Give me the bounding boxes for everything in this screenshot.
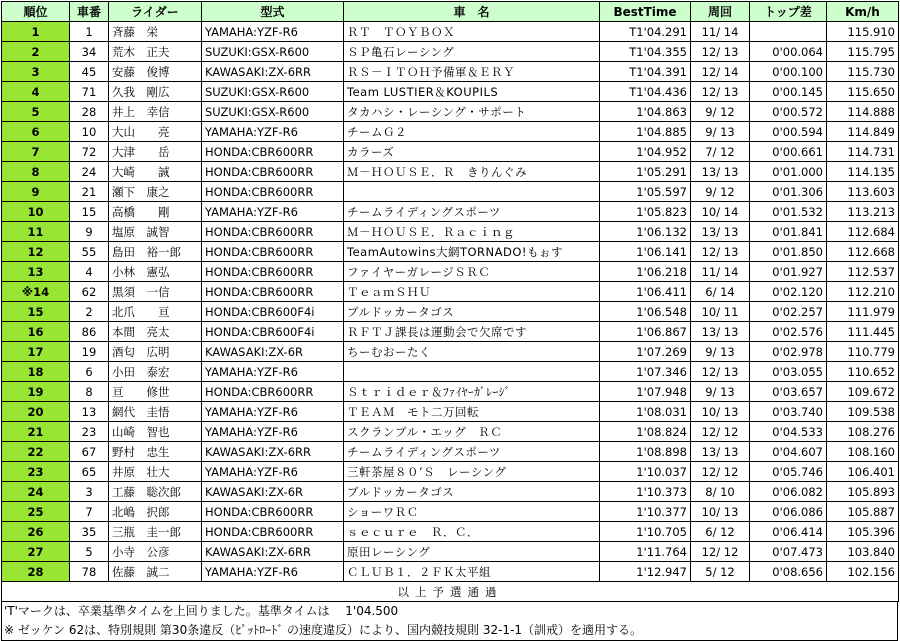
number-cell: 34 [70,42,109,62]
car-name-cell: Team LUSTIER＆KOUPILS [344,82,600,102]
header-number: 車番 [70,2,109,22]
header-laps: 周回 [691,2,750,22]
speed-cell: 109.672 [827,382,899,402]
gap-cell: 0'06.082 [750,482,827,502]
best-time-cell: 1'07.269 [600,342,691,362]
best-time-cell: 1'10.037 [600,462,691,482]
best-time-cell: 1'08.031 [600,402,691,422]
table-row [2,482,899,502]
model-cell: HONDA:CBR600F4i [202,322,344,342]
rider-cell: 高橋 剛 [109,202,202,222]
rank-cell: 12 [2,242,70,262]
table-row [2,382,899,402]
gap-cell: 0'01.000 [750,162,827,182]
car-name-cell: ＳＰ亀石レーシング [344,42,600,62]
car-name-cell: Ｍ－ＨＯＵＳＥ．Ｒ きりんぐみ [344,162,600,182]
laps-cell: 13/ 13 [691,322,750,342]
speed-cell: 105.893 [827,482,899,502]
speed-cell: 111.445 [827,322,899,342]
rank-cell: 20 [2,402,70,422]
rank-cell: 27 [2,542,70,562]
rank-cell: 24 [2,482,70,502]
table-row [2,562,899,582]
rider-cell: 瀬下 康之 [109,182,202,202]
model-cell: HONDA:CBR600RR [202,262,344,282]
car-name-cell: ＴＥＡＭ モト二万回転 [344,402,600,422]
table-row [2,442,899,462]
note-penalty: ※ ゼッケン 62は、特別規則 第30条違反（ﾋﾟｯﾄﾛｰﾄﾞ の速度違反）により、国内競技規則 32-1-1（訓戒）を適用する。 [4,623,643,637]
number-cell: 6 [70,362,109,382]
table-row [2,182,899,202]
car-name-cell: ブルドッカータゴス [344,482,600,502]
gap-cell: 0'01.927 [750,262,827,282]
rider-cell: 野村 忠生 [109,442,202,462]
rank-cell: 11 [2,222,70,242]
header-model: 型式 [202,2,344,22]
speed-cell: 105.396 [827,522,899,542]
car-name-cell: チームライディングスポーツ [344,442,600,462]
table-row [2,342,899,362]
best-time-cell: 1'10.377 [600,502,691,522]
rider-cell: 亘 修世 [109,382,202,402]
gap-cell: 0'03.657 [750,382,827,402]
rank-cell: 13 [2,262,70,282]
best-time-cell: 1'06.141 [600,242,691,262]
laps-cell: 12/ 12 [691,422,750,442]
model-cell: KAWASAKI:ZX-6R [202,342,344,362]
best-time-cell: 1'12.947 [600,562,691,582]
speed-cell: 113.213 [827,202,899,222]
rank-cell: 23 [2,462,70,482]
header-speed: Km/h [827,2,899,22]
number-cell: 2 [70,302,109,322]
number-cell: 5 [70,542,109,562]
model-cell: YAMAHA:YZF-R6 [202,422,344,442]
table-row [2,422,899,442]
rider-cell: 本間 亮太 [109,322,202,342]
laps-cell: 7/ 12 [691,142,750,162]
laps-cell: 9/ 13 [691,342,750,362]
laps-cell: 9/ 13 [691,122,750,142]
model-cell: YAMAHA:YZF-R6 [202,122,344,142]
best-time-cell: 1'08.824 [600,422,691,442]
gap-cell: 0'00.100 [750,62,827,82]
car-name-cell: TeamAutowins大網TORNADO!もぉす [344,242,600,262]
laps-cell: 8/ 10 [691,482,750,502]
car-name-cell: ファイヤーガレージＳＲＣ [344,262,600,282]
header-rider: ライダー [109,2,202,22]
gap-cell: 0'07.473 [750,542,827,562]
rider-cell: 安藤 俊博 [109,62,202,82]
number-cell: 1 [70,22,109,42]
gap-cell: 0'04.533 [750,422,827,442]
laps-cell: 10/ 13 [691,502,750,522]
laps-cell: 13/ 13 [691,162,750,182]
rider-cell: 北爪 亘 [109,302,202,322]
rider-cell: 三瓶 圭一郎 [109,522,202,542]
number-cell: 13 [70,402,109,422]
gap-cell: 0'01.841 [750,222,827,242]
rank-cell: 25 [2,502,70,522]
gap-cell [750,22,827,42]
rank-cell: 5 [2,102,70,122]
table-row [2,322,899,342]
model-cell: KAWASAKI:ZX-6RR [202,442,344,462]
speed-cell: 103.840 [827,542,899,562]
laps-cell: 12/ 13 [691,82,750,102]
header-gap: トップ差 [750,2,827,22]
best-time-cell: 1'05.597 [600,182,691,202]
car-name-cell [344,362,600,382]
laps-cell: 12/ 14 [691,62,750,82]
speed-cell: 112.668 [827,242,899,262]
number-cell: 86 [70,322,109,342]
speed-cell: 114.888 [827,102,899,122]
car-name-cell: ブルドッカータゴス [344,302,600,322]
table-row [2,22,899,42]
speed-cell: 115.795 [827,42,899,62]
best-time-cell: 1'08.898 [600,442,691,462]
rank-cell: 18 [2,362,70,382]
best-time-cell: 1'05.823 [600,202,691,222]
laps-cell: 11/ 14 [691,262,750,282]
number-cell: 71 [70,82,109,102]
best-time-cell: 1'04.885 [600,122,691,142]
speed-cell: 114.135 [827,162,899,182]
laps-cell: 12/ 13 [691,242,750,262]
results-table [1,1,899,602]
table-row [2,542,899,562]
gap-cell: 0'02.120 [750,282,827,302]
car-name-cell: ＲＳ－ＩＴＯＨ予備軍＆ＥＲＹ [344,62,600,82]
laps-cell: 10/ 11 [691,302,750,322]
model-cell: YAMAHA:YZF-R6 [202,362,344,382]
pass-line: 以上予選通過 [2,582,899,602]
best-time-cell: 1'06.132 [600,222,691,242]
rank-cell: 6 [2,122,70,142]
speed-cell: 111.979 [827,302,899,322]
header-car-name: 車 名 [344,2,600,22]
laps-cell: 6/ 14 [691,282,750,302]
car-name-cell: Ｓｔｒｉｄｅｒ＆ﾌｧｲﾔｰｶﾞﾚｰｼﾞ [344,382,600,402]
rider-cell: 島田 裕一郎 [109,242,202,262]
header-row [2,2,899,22]
model-cell: HONDA:CBR600RR [202,282,344,302]
table-row [2,402,899,422]
best-time-cell: 1'10.373 [600,482,691,502]
rider-cell: 酒匂 広明 [109,342,202,362]
header-rank: 順位 [2,2,70,22]
laps-cell: 12/ 12 [691,542,750,562]
car-name-cell: 原田レーシング [344,542,600,562]
table-row [2,242,899,262]
gap-cell: 0'01.306 [750,182,827,202]
model-cell: HONDA:CBR600RR [202,382,344,402]
rider-cell: 小田 泰宏 [109,362,202,382]
best-time-cell: 1'04.952 [600,142,691,162]
best-time-cell: T1'04.291 [600,22,691,42]
number-cell: 21 [70,182,109,202]
number-cell: 23 [70,422,109,442]
number-cell: 67 [70,442,109,462]
rider-cell: 黒須 一信 [109,282,202,302]
gap-cell: 0'00.661 [750,142,827,162]
number-cell: 72 [70,142,109,162]
rank-cell: ※14 [2,282,70,302]
rank-cell: 17 [2,342,70,362]
speed-cell: 115.650 [827,82,899,102]
number-cell: 55 [70,242,109,262]
best-time-cell: 1'06.867 [600,322,691,342]
gap-cell: 0'00.145 [750,82,827,102]
pass-line-row [2,582,899,602]
car-name-cell: 三軒茶屋８０’Ｓ レーシング [344,462,600,482]
rank-cell: 8 [2,162,70,182]
model-cell: KAWASAKI:ZX-6RR [202,62,344,82]
number-cell: 4 [70,262,109,282]
laps-cell: 9/ 12 [691,102,750,122]
rank-cell: 26 [2,522,70,542]
rider-cell: 北嶋 択郎 [109,502,202,522]
number-cell: 28 [70,102,109,122]
table-row [2,522,899,542]
car-name-cell: ｓｅｃｕｒｅ Ｒ．Ｃ． [344,522,600,542]
rider-cell: 大山 亮 [109,122,202,142]
number-cell: 35 [70,522,109,542]
laps-cell: 10/ 14 [691,202,750,222]
car-name-cell: タカハシ・レーシング・サポート [344,102,600,122]
rider-cell: 井原 壮大 [109,462,202,482]
car-name-cell: ＲＴ ＴＯＹＢＯＸ [344,22,600,42]
laps-cell: 9/ 12 [691,182,750,202]
model-cell: KAWASAKI:ZX-6R [202,482,344,502]
table-row [2,62,899,82]
speed-cell: 110.779 [827,342,899,362]
table-row [2,122,899,142]
speed-cell: 105.887 [827,502,899,522]
car-name-cell: ＣＬＵＢ１．２ＦＫ太平組 [344,562,600,582]
number-cell: 45 [70,62,109,82]
rank-cell: 16 [2,322,70,342]
model-cell: HONDA:CBR600RR [202,222,344,242]
best-time-cell: T1'04.391 [600,62,691,82]
rank-cell: 28 [2,562,70,582]
speed-cell: 115.910 [827,22,899,42]
rank-cell: 19 [2,382,70,402]
rider-cell: 斉藤 栄 [109,22,202,42]
speed-cell: 108.276 [827,422,899,442]
model-cell: SUZUKI:GSX-R600 [202,82,344,102]
model-cell: HONDA:CBR600RR [202,162,344,182]
best-time-cell: 1'10.705 [600,522,691,542]
model-cell: KAWASAKI:ZX-6RR [202,542,344,562]
results-sheet [1,1,898,641]
best-time-cell: 1'04.863 [600,102,691,122]
car-name-cell: チームライディングスポーツ [344,202,600,222]
number-cell: 3 [70,482,109,502]
gap-cell: 0'00.594 [750,122,827,142]
car-name-cell: カラーズ [344,142,600,162]
model-cell: HONDA:CBR600RR [202,502,344,522]
gap-cell: 0'04.607 [750,442,827,462]
car-name-cell: ショーワＲＣ [344,502,600,522]
rider-cell: 荒木 正夫 [109,42,202,62]
model-cell: YAMAHA:YZF-R6 [202,462,344,482]
model-cell: SUZUKI:GSX-R600 [202,42,344,62]
table-row [2,462,899,482]
table-row [2,362,899,382]
table-row [2,302,899,322]
laps-cell: 13/ 13 [691,222,750,242]
speed-cell: 112.537 [827,262,899,282]
table-row [2,282,899,302]
table-row [2,202,899,222]
rank-cell: 4 [2,82,70,102]
number-cell: 62 [70,282,109,302]
laps-cell: 9/ 13 [691,382,750,402]
best-time-cell: T1'04.436 [600,82,691,102]
model-cell: HONDA:CBR600RR [202,142,344,162]
gap-cell: 0'06.086 [750,502,827,522]
number-cell: 65 [70,462,109,482]
laps-cell: 12/ 13 [691,362,750,382]
table-row [2,262,899,282]
speed-cell: 112.684 [827,222,899,242]
note-t-mark: 'T'マークは、卒業基準タイムを上回りました。基準タイムは 1'04.500 [4,604,399,618]
number-cell: 9 [70,222,109,242]
model-cell: YAMAHA:YZF-R6 [202,402,344,422]
table-row [2,222,899,242]
gap-cell: 0'06.414 [750,522,827,542]
speed-cell: 115.730 [827,62,899,82]
rider-cell: 佐藤 誠二 [109,562,202,582]
laps-cell: 10/ 13 [691,402,750,422]
best-time-cell: 1'06.218 [600,262,691,282]
rank-cell: 7 [2,142,70,162]
gap-cell: 0'03.055 [750,362,827,382]
laps-cell: 5/ 12 [691,562,750,582]
rider-cell: 工藤 聡次郎 [109,482,202,502]
laps-cell: 13/ 13 [691,442,750,462]
number-cell: 7 [70,502,109,522]
gap-cell: 0'05.746 [750,462,827,482]
best-time-cell: 1'07.948 [600,382,691,402]
model-cell: HONDA:CBR600RR [202,242,344,262]
rank-cell: 2 [2,42,70,62]
speed-cell: 102.156 [827,562,899,582]
best-time-cell: 1'07.346 [600,362,691,382]
gap-cell: 0'02.978 [750,342,827,362]
speed-cell: 114.849 [827,122,899,142]
model-cell: YAMAHA:YZF-R6 [202,562,344,582]
speed-cell: 114.731 [827,142,899,162]
table-row [2,82,899,102]
rider-cell: 小林 憲弘 [109,262,202,282]
table-row [2,502,899,522]
model-cell: HONDA:CBR600F4i [202,302,344,322]
model-cell: YAMAHA:YZF-R6 [202,202,344,222]
gap-cell: 0'00.064 [750,42,827,62]
table-row [2,102,899,122]
model-cell: HONDA:CBR600RR [202,182,344,202]
car-name-cell: Ｍ－ＨＯＵＳＥ．Ｒａｃｉｎｇ [344,222,600,242]
best-time-cell: 1'05.291 [600,162,691,182]
laps-cell: 12/ 12 [691,462,750,482]
car-name-cell: ちーむおーたく [344,342,600,362]
gap-cell: 0'02.576 [750,322,827,342]
car-name-cell: ＲＦＴＪ課長は運動会で欠席です [344,322,600,342]
rank-cell: 9 [2,182,70,202]
rank-cell: 21 [2,422,70,442]
table-row [2,42,899,62]
car-name-cell: ＴｅａｍＳＨＵ [344,282,600,302]
table-row [2,142,899,162]
rider-cell: 井上 幸信 [109,102,202,122]
rider-cell: 大崎 誠 [109,162,202,182]
rider-cell: 久我 剛広 [109,82,202,102]
model-cell: SUZUKI:GSX-R600 [202,102,344,122]
gap-cell: 0'08.656 [750,562,827,582]
rank-cell: 22 [2,442,70,462]
car-name-cell [344,182,600,202]
best-time-cell: 1'06.411 [600,282,691,302]
laps-cell: 6/ 12 [691,522,750,542]
best-time-cell: 1'11.764 [600,542,691,562]
speed-cell: 113.603 [827,182,899,202]
model-cell: HONDA:CBR600RR [202,522,344,542]
rider-cell: 山崎 智也 [109,422,202,442]
number-cell: 15 [70,202,109,222]
number-cell: 78 [70,562,109,582]
gap-cell: 0'00.572 [750,102,827,122]
number-cell: 8 [70,382,109,402]
rank-cell: 1 [2,22,70,42]
laps-cell: 11/ 14 [691,22,750,42]
number-cell: 10 [70,122,109,142]
gap-cell: 0'02.257 [750,302,827,322]
table-row [2,162,899,182]
car-name-cell: チームＧ２ [344,122,600,142]
rider-cell: 大津 岳 [109,142,202,162]
rider-cell: 塩原 誠智 [109,222,202,242]
speed-cell: 108.160 [827,442,899,462]
rank-cell: 10 [2,202,70,222]
gap-cell: 0'01.850 [750,242,827,262]
rider-cell: 小寺 公彦 [109,542,202,562]
best-time-cell: T1'04.355 [600,42,691,62]
notes [1,602,898,641]
header-best-time: BestTime [600,2,691,22]
number-cell: 19 [70,342,109,362]
car-name-cell: スクランブル・エッグ ＲＣ [344,422,600,442]
rank-cell: 3 [2,62,70,82]
gap-cell: 0'03.740 [750,402,827,422]
speed-cell: 112.210 [827,282,899,302]
gap-cell: 0'01.532 [750,202,827,222]
speed-cell: 110.652 [827,362,899,382]
laps-cell: 12/ 13 [691,42,750,62]
number-cell: 24 [70,162,109,182]
best-time-cell: 1'06.548 [600,302,691,322]
speed-cell: 106.401 [827,462,899,482]
rider-cell: 網代 圭悟 [109,402,202,422]
speed-cell: 109.538 [827,402,899,422]
model-cell: YAMAHA:YZF-R6 [202,22,344,42]
rank-cell: 15 [2,302,70,322]
